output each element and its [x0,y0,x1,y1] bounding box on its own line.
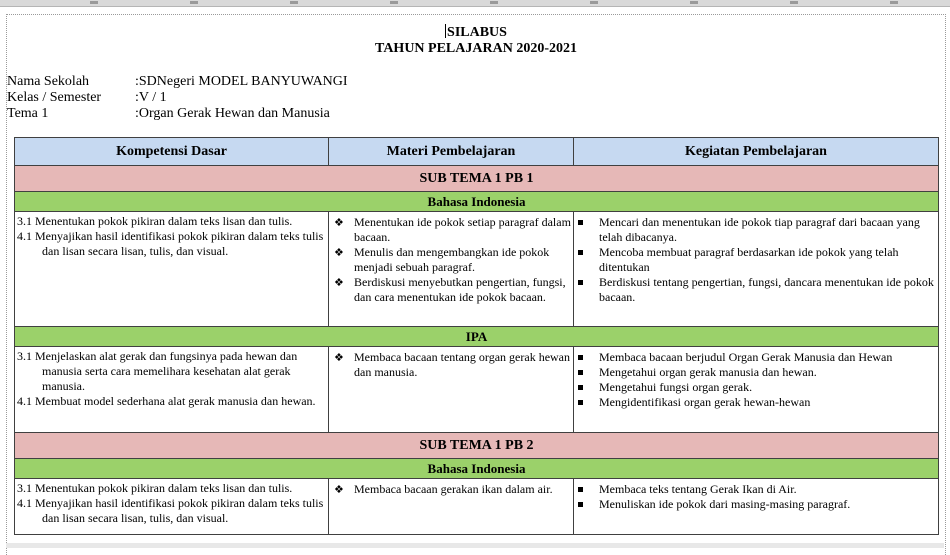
title-text: SILABUS [447,25,507,40]
materi-item: ❖ Berdiskusi menyebutkan pengertian, fungsi, dan cara menentukan ide pokok bacaan. [329,275,573,305]
ruler [0,0,950,7]
subject-row [15,459,939,479]
subtheme-row [15,433,939,459]
document-title [7,24,945,41]
info-value: :V / 1 [135,90,167,105]
kd-item: 3.1 Menentukan pokok pikiran dalam teks lisan dan tulis. [17,214,293,228]
kd-item: 4.1 Menyajikan hasil identifikasi pokok pikiran dalam teks tulis dan lisan secara lisan, tulis, dan visual. [17,229,324,258]
syllabus-table [14,137,939,535]
col-header-materi: Materi Pembelajaran [329,138,574,166]
table-header-row [15,138,939,166]
subject-row [15,192,939,212]
kd-item: 4.1 Menyajikan hasil identifikasi pokok pikiran dalam teks tulis dan lisan secara lisan, tulis, dan visual. [17,496,324,525]
table-row [15,347,939,433]
kegiatan-item: Mencari dan menentukan ide pokok tiap paragraf dari bacaan yang telah dibacanya. [574,215,938,245]
kegiatan-item: Mencoba membuat paragraf berdasarkan ide pokok yang telah ditentukan [574,245,938,275]
table-row [15,212,939,327]
materi-cell [329,347,574,433]
kegiatan-item: Membaca bacaan berjudul Organ Gerak Manusia dan Hewan [574,350,938,365]
materi-item: ❖ Membaca bacaan gerakan ikan dalam air. [329,482,573,497]
materi-cell [329,212,574,327]
kegiatan-item: Mengetahui organ gerak manusia dan hewan. [574,365,938,380]
materi-cell [329,479,574,535]
kegiatan-item: Mengetahui fungsi organ gerak. [574,380,938,395]
window-bottom-edge [6,543,944,548]
subtheme-label: SUB TEMA 1 PB 1 [15,166,939,192]
table-row [15,479,939,535]
info-label: Kelas / Semester [7,90,102,105]
subject-label: IPA [15,327,939,347]
col-header-kd: Kompetensi Dasar [15,138,329,166]
subject-label: Bahasa Indonesia [15,459,939,479]
info-value: :Organ Gerak Hewan dan Manusia [135,106,330,121]
materi-item: ❖ Menulis dan mengembangkan ide pokok menjadi sebuah paragraf. [329,245,573,275]
kegiatan-item: Menuliskan ide pokok dari masing-masing paragraf. [574,497,938,512]
kd-item: 3.1 Menjelaskan alat gerak dan fungsinya pada hewan dan manusia serta cara memelihara kesehatan alat gerak manusia. [17,349,298,393]
kegiatan-item: Membaca teks tentang Gerak Ikan di Air. [574,482,938,497]
subject-row [15,327,939,347]
col-header-kegiatan: Kegiatan Pembelajaran [574,138,939,166]
kd-item: 4.1 Membuat model sederhana alat gerak manusia dan hewan. [17,394,316,408]
kd-cell [15,347,329,433]
materi-item: ❖ Menentukan ide pokok setiap paragraf dalam bacaan. [329,215,573,245]
text-cursor [445,24,446,38]
info-value: :SDNegeri MODEL BANYUWANGI [135,74,348,89]
subject-label: Bahasa Indonesia [15,192,939,212]
kd-cell [15,212,329,327]
kegiatan-cell [574,347,939,433]
document-page [6,14,946,555]
info-label: Nama Sekolah [7,74,90,89]
kegiatan-cell [574,479,939,535]
kegiatan-cell [574,212,939,327]
kegiatan-item: Berdiskusi tentang pengertian, fungsi, dancara menentukan ide pokok bacaan. [574,275,938,305]
subtheme-label: SUB TEMA 1 PB 2 [15,433,939,459]
kd-item: 3.1 Menentukan pokok pikiran dalam teks lisan dan tulis. [17,481,293,495]
materi-item: ❖ Membaca bacaan tentang organ gerak hewan dan manusia. [329,350,573,380]
kegiatan-item: Mengidentifikasi organ gerak hewan-hewan [574,395,938,410]
kd-cell [15,479,329,535]
subtheme-row [15,166,939,192]
info-label: Tema 1 [7,106,49,121]
document-year: TAHUN PELAJARAN 2020-2021 [375,41,577,56]
